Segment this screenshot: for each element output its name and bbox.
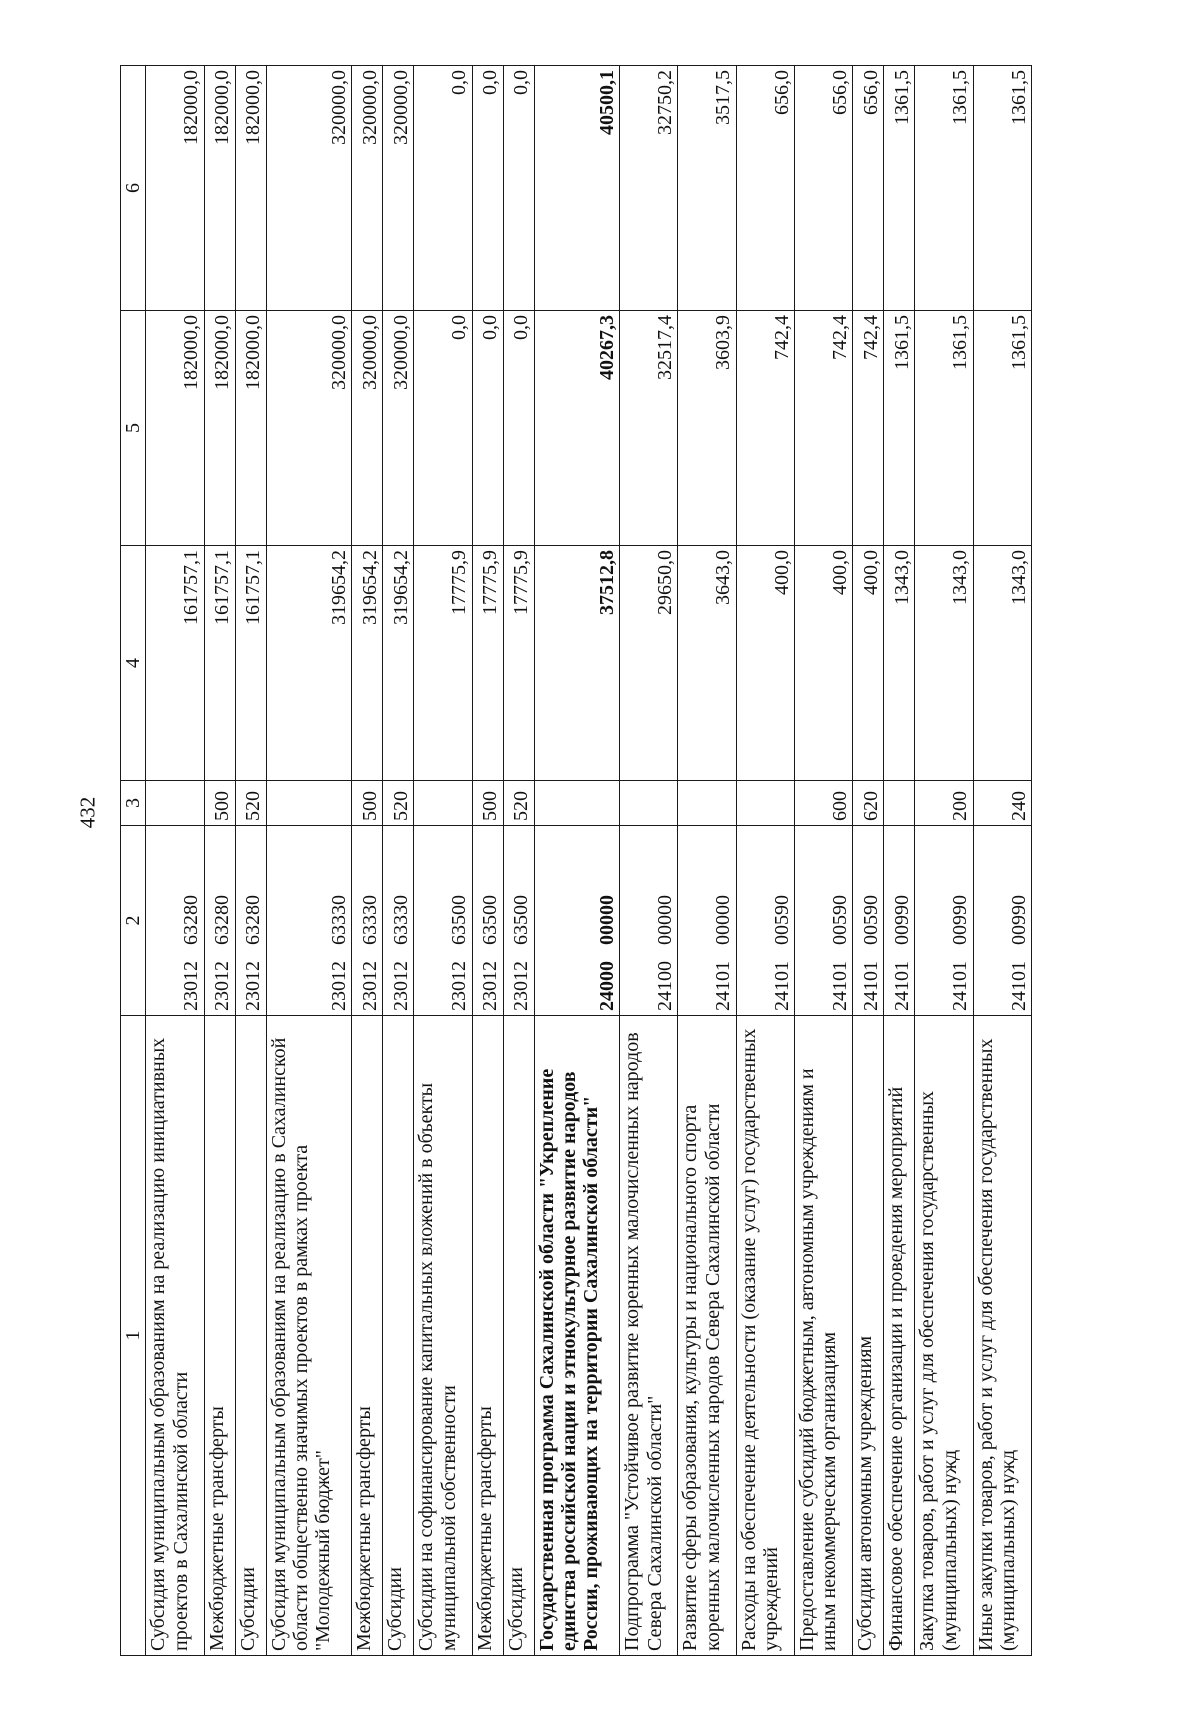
row-expense-type: 520: [383, 781, 414, 826]
row-name: Предоставление субсидий бюджетным, автономным учреждениям и иным некоммерческим организациям: [795, 1016, 853, 1656]
row-code-direction: 63500: [448, 895, 471, 945]
table-row: [795, 66, 853, 1656]
row-code: [235, 826, 266, 1016]
row-expense-type: 620: [853, 781, 884, 826]
row-code-program: 23012: [180, 961, 203, 1011]
row-value-col4: 1343,0: [915, 546, 973, 781]
table-row: [620, 66, 678, 1656]
row-value-col5: 742,4: [736, 311, 794, 546]
row-value-col6: 656,0: [736, 66, 794, 311]
row-expense-type: 500: [472, 781, 503, 826]
table-body: [146, 66, 1032, 1656]
row-name: Субсидии на софинансирование капитальных вложений в объекты муниципальной собственности: [414, 1016, 472, 1656]
row-code-program: 24101: [1007, 961, 1030, 1011]
table-row: [472, 66, 503, 1656]
row-code-direction: 00990: [949, 895, 972, 945]
table-row: [678, 66, 736, 1656]
row-name: Субсидии: [503, 1016, 534, 1656]
row-code-program: 24101: [890, 961, 913, 1011]
row-code-direction: 00590: [770, 895, 793, 945]
row-code: [795, 826, 853, 1016]
row-expense-type: 240: [973, 781, 1031, 826]
row-code-direction: 00990: [1007, 895, 1030, 945]
row-code-direction: 63500: [479, 895, 502, 945]
row-code-program: 23012: [327, 961, 350, 1011]
row-value-col4: 17775,9: [472, 546, 503, 781]
row-value-col5: 1361,5: [973, 311, 1031, 546]
table-row: [204, 66, 235, 1656]
row-value-col6: 656,0: [795, 66, 853, 311]
row-value-col4: 319654,2: [383, 546, 414, 781]
row-code: [383, 826, 414, 1016]
row-value-col6: 3517,5: [678, 66, 736, 311]
row-value-col5: 0,0: [414, 311, 472, 546]
row-name: Финансовое обеспечение организации и проведения мероприятий: [884, 1016, 915, 1656]
row-value-col6: 182000,0: [235, 66, 266, 311]
row-value-col5: 742,4: [853, 311, 884, 546]
row-code: [204, 826, 235, 1016]
row-code-program: 23012: [448, 961, 471, 1011]
row-value-col6: 656,0: [853, 66, 884, 311]
row-value-col6: 1361,5: [884, 66, 915, 311]
row-name: Субсидии: [235, 1016, 266, 1656]
row-expense-type: 200: [915, 781, 973, 826]
row-code-program: 23012: [479, 961, 502, 1011]
row-value-col5: 3603,9: [678, 311, 736, 546]
row-name: Субсидии автономным учреждениям: [853, 1016, 884, 1656]
table-row: [235, 66, 266, 1656]
row-value-col4: 161757,1: [204, 546, 235, 781]
column-number-row: [121, 66, 146, 1656]
row-value-col6: 320000,0: [383, 66, 414, 311]
row-code-direction: 63330: [358, 895, 381, 945]
row-value-col5: 0,0: [503, 311, 534, 546]
row-code: [414, 826, 472, 1016]
row-code-program: 24101: [859, 961, 882, 1011]
row-code-program: 23012: [510, 961, 533, 1011]
row-value-col4: 37512,8: [534, 546, 620, 781]
row-value-col6: 320000,0: [352, 66, 383, 311]
row-name: Субсидия муниципальным образованиям на реализацию инициативных проектов в Сахалинской области: [146, 1016, 204, 1656]
row-code: [736, 826, 794, 1016]
row-code-direction: 63330: [389, 895, 412, 945]
row-code: [884, 826, 915, 1016]
row-value-col6: 1361,5: [973, 66, 1031, 311]
row-code-program: 24101: [949, 961, 972, 1011]
row-name: Субсидия муниципальным образованиям на реализацию в Сахалинской области общественно значимых проектов в рамках проекта "Молодежный бюджет": [266, 1016, 352, 1656]
row-name: Развитие сферы образования, культуры и национального спорта коренных малочисленных народов Севера Сахалинской области: [678, 1016, 736, 1656]
col-header-2: 2: [121, 826, 146, 1016]
table-row: [853, 66, 884, 1656]
row-code-direction: 63280: [211, 895, 234, 945]
row-code: [534, 826, 620, 1016]
row-code-program: 24101: [770, 961, 793, 1011]
row-value-col4: 319654,2: [352, 546, 383, 781]
row-expense-type: 520: [235, 781, 266, 826]
row-code: [853, 826, 884, 1016]
row-value-col5: 742,4: [795, 311, 853, 546]
row-value-col4: 161757,1: [235, 546, 266, 781]
row-code-direction: 00990: [890, 895, 913, 945]
row-value-col6: 182000,0: [204, 66, 235, 311]
row-name: Межбюджетные трансферты: [204, 1016, 235, 1656]
row-value-col4: 400,0: [795, 546, 853, 781]
row-code-direction: 00590: [859, 895, 882, 945]
row-code: [620, 826, 678, 1016]
page-number: 432: [75, 796, 100, 829]
table-row: [266, 66, 352, 1656]
row-name: Иные закупки товаров, работ и услуг для обеспечения государственных (муниципальных) нужд: [973, 1016, 1031, 1656]
row-name: Межбюджетные трансферты: [472, 1016, 503, 1656]
row-value-col6: 40500,1: [534, 66, 620, 311]
row-value-col4: 29650,0: [620, 546, 678, 781]
row-code-program: 24100: [654, 961, 677, 1011]
row-code-direction: 63280: [242, 895, 265, 945]
row-code: [352, 826, 383, 1016]
row-code-program: 23012: [389, 961, 412, 1011]
col-header-4: 4: [121, 546, 146, 781]
row-code-program: 23012: [358, 961, 381, 1011]
table-row: [352, 66, 383, 1656]
row-expense-type: 500: [352, 781, 383, 826]
table-row: [414, 66, 472, 1656]
row-code: [973, 826, 1031, 1016]
row-value-col4: 3643,0: [678, 546, 736, 781]
table-row: [884, 66, 915, 1656]
row-name: Субсидии: [383, 1016, 414, 1656]
row-code: [915, 826, 973, 1016]
col-header-3: 3: [121, 781, 146, 826]
row-value-col4: 1343,0: [884, 546, 915, 781]
row-value-col5: 0,0: [472, 311, 503, 546]
table-row: [973, 66, 1031, 1656]
row-expense-type: [736, 781, 794, 826]
row-value-col5: 182000,0: [204, 311, 235, 546]
row-value-col4: 319654,2: [266, 546, 352, 781]
row-code-program: 24101: [828, 961, 851, 1011]
budget-table: [120, 65, 1032, 1656]
row-code: [503, 826, 534, 1016]
table-row: [503, 66, 534, 1656]
row-expense-type: [146, 781, 204, 826]
row-value-col5: 320000,0: [383, 311, 414, 546]
row-code-direction: 00000: [712, 895, 735, 945]
budget-table-sheet: [120, 66, 1032, 1656]
row-value-col4: 17775,9: [503, 546, 534, 781]
row-name: Расходы на обеспечение деятельности (оказание услуг) государственных учреждений: [736, 1016, 794, 1656]
row-value-col4: 17775,9: [414, 546, 472, 781]
row-code-program: 24000: [595, 961, 618, 1011]
row-value-col5: 32517,4: [620, 311, 678, 546]
row-value-col6: 1361,5: [915, 66, 973, 311]
row-expense-type: [620, 781, 678, 826]
row-code-program: 23012: [242, 961, 265, 1011]
table-row: [146, 66, 204, 1656]
row-value-col6: 320000,0: [266, 66, 352, 311]
row-value-col5: 40267,3: [534, 311, 620, 546]
row-name: Закупка товаров, работ и услуг для обеспечения государственных (муниципальных) нужд: [915, 1016, 973, 1656]
table-row: [534, 66, 620, 1656]
row-expense-type: [678, 781, 736, 826]
row-value-col5: 1361,5: [884, 311, 915, 546]
row-name: Подпрограмма "Устойчивое развитие коренных малочисленных народов Севера Сахалинской области": [620, 1016, 678, 1656]
table-row: [383, 66, 414, 1656]
table-row: [736, 66, 794, 1656]
table-row: [915, 66, 973, 1656]
row-value-col4: 161757,1: [146, 546, 204, 781]
row-value-col6: 32750,2: [620, 66, 678, 311]
col-header-6: 6: [121, 66, 146, 311]
row-expense-type: 500: [204, 781, 235, 826]
row-expense-type: 520: [503, 781, 534, 826]
row-expense-type: [414, 781, 472, 826]
row-code-direction: 63500: [510, 895, 533, 945]
row-code-program: 23012: [211, 961, 234, 1011]
row-code: [678, 826, 736, 1016]
row-code-direction: 63280: [180, 895, 203, 945]
row-code-direction: 00590: [828, 895, 851, 945]
col-header-1: 1: [121, 1016, 146, 1656]
row-value-col4: 400,0: [736, 546, 794, 781]
row-name: Государственная программа Сахалинской области "Укрепление единства российской нации и этнокультурное развитие народов России, проживающих на территории Сахалинской области": [534, 1016, 620, 1656]
row-value-col6: 0,0: [414, 66, 472, 311]
row-value-col5: 182000,0: [146, 311, 204, 546]
row-value-col5: 1361,5: [915, 311, 973, 546]
row-code-program: 24101: [712, 961, 735, 1011]
row-value-col5: 182000,0: [235, 311, 266, 546]
row-value-col4: 400,0: [853, 546, 884, 781]
row-value-col6: 182000,0: [146, 66, 204, 311]
row-code: [472, 826, 503, 1016]
row-code: [146, 826, 204, 1016]
row-value-col4: 1343,0: [973, 546, 1031, 781]
row-code-direction: 00000: [654, 895, 677, 945]
row-expense-type: [884, 781, 915, 826]
row-code-direction: 63330: [327, 895, 350, 945]
row-value-col5: 320000,0: [352, 311, 383, 546]
row-expense-type: [534, 781, 620, 826]
row-name: Межбюджетные трансферты: [352, 1016, 383, 1656]
row-value-col6: 0,0: [472, 66, 503, 311]
row-value-col5: 320000,0: [266, 311, 352, 546]
row-value-col6: 0,0: [503, 66, 534, 311]
row-code-direction: 00000: [595, 895, 618, 945]
row-expense-type: [266, 781, 352, 826]
col-header-5: 5: [121, 311, 146, 546]
row-expense-type: 600: [795, 781, 853, 826]
row-code: [266, 826, 352, 1016]
